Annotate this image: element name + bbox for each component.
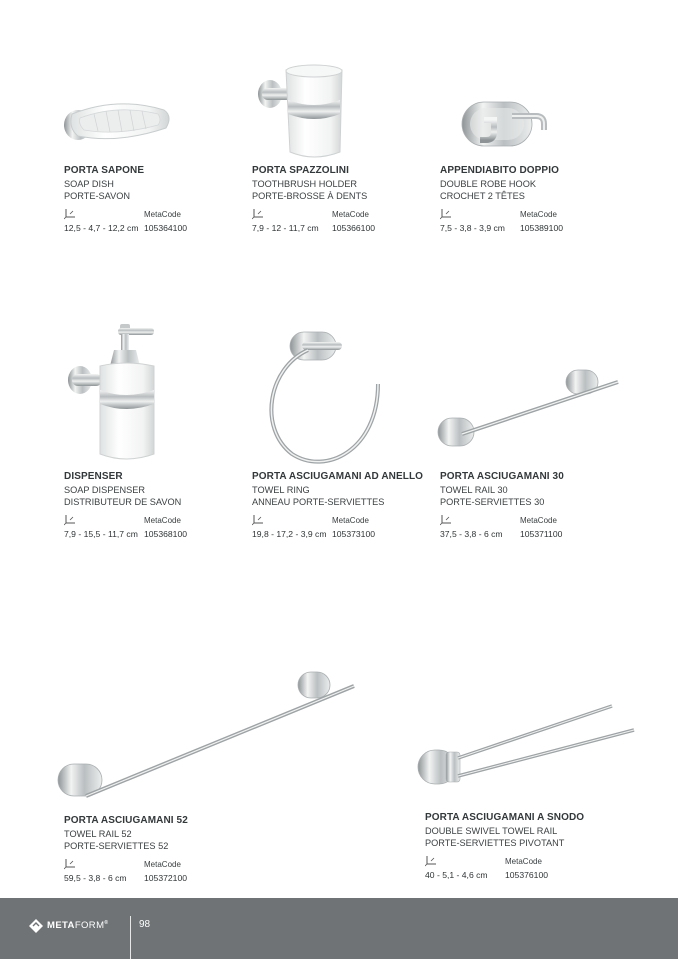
product-name: PORTA ASCIUGAMANI A SNODO	[425, 812, 585, 823]
product-name-en: DOUBLE ROBE HOOK	[440, 178, 536, 189]
product-code: 105368100	[144, 528, 188, 539]
dimensions-icon	[64, 858, 76, 870]
dimensions-icon	[252, 514, 264, 526]
product-dimensions: 37,5 - 3,8 - 6 cm	[440, 528, 503, 539]
product-name-fr: PORTE-SAVON	[64, 191, 131, 201]
soap-dispenser-image	[64, 324, 164, 469]
product-name-en: TOWEL RAIL 52	[64, 828, 132, 839]
dimensions-icon	[440, 514, 452, 526]
product-name-en: TOWEL RAIL 30	[440, 484, 508, 495]
product-name-fr: CROCHET 2 TÊTES	[440, 191, 525, 201]
product-dimensions: 7,9 - 15,5 - 11,7 cm	[64, 528, 138, 539]
diamond-logo-icon	[29, 919, 43, 933]
metaform-logo	[29, 919, 108, 933]
product-name: APPENDIABITO DOPPIO	[440, 165, 559, 176]
dimensions-icon	[64, 514, 76, 526]
product-name: DISPENSER	[64, 471, 123, 482]
product-code: 105364100	[144, 222, 188, 233]
product-name-en: TOOTHBRUSH HOLDER	[252, 178, 357, 189]
metacode-label: MetaCode	[332, 515, 369, 525]
product-code: 105373100	[332, 528, 376, 539]
product-name-en: DOUBLE SWIVEL TOWEL RAIL	[425, 825, 558, 836]
product-name: PORTA ASCIUGAMANI 52	[64, 815, 188, 826]
towel-rail-30-image	[436, 368, 624, 457]
product-name-fr: PORTE-BROSSE À DENTS	[252, 191, 368, 201]
product-code: 105372100	[144, 872, 188, 883]
logo-text-bold: META	[47, 920, 75, 932]
product-name-fr: PORTE-SERVIETTES 30	[440, 497, 545, 507]
product-name: PORTA ASCIUGAMANI 30	[440, 471, 564, 482]
dimensions-icon	[425, 855, 437, 867]
product-dimensions: 40 - 5,1 - 4,6 cm	[425, 869, 488, 880]
logo-text-light: FORM	[74, 920, 105, 932]
page-footer	[0, 898, 678, 959]
product-dimensions: 19,8 - 17,2 - 3,9 cm	[252, 528, 327, 539]
product-dimensions: 7,5 - 3,8 - 3,9 cm	[440, 222, 505, 233]
metacode-label: MetaCode	[144, 209, 181, 219]
product-name: PORTA SAPONE	[64, 165, 145, 176]
product-dimensions: 59,5 - 3,8 - 6 cm	[64, 872, 127, 883]
double-robe-hook-image	[460, 96, 550, 157]
product-code: 105371100	[520, 528, 563, 539]
product-code: 105366100	[332, 222, 376, 233]
product-name-fr: PORTE-SERVIETTES PIVOTANT	[425, 838, 565, 848]
product-name-fr: DISTRIBUTEUR DE SAVON	[64, 497, 182, 507]
metacode-label: MetaCode	[144, 515, 181, 525]
metacode-label: MetaCode	[520, 515, 557, 525]
product-name-en: TOWEL RING	[252, 484, 310, 495]
footer-divider	[130, 916, 131, 959]
product-name-fr: ANNEAU PORTE-SERVIETTES	[252, 497, 385, 507]
towel-ring-image	[262, 328, 392, 469]
swivel-towel-rail-image	[416, 702, 638, 797]
metacode-label: MetaCode	[520, 209, 557, 219]
metacode-label: MetaCode	[505, 856, 542, 866]
soap-dish-image	[58, 98, 178, 153]
dimensions-icon	[440, 208, 452, 220]
metacode-label: MetaCode	[144, 859, 181, 869]
dimensions-icon	[252, 208, 264, 220]
product-dimensions: 12,5 - 4,7 - 12,2 cm	[64, 222, 139, 233]
product-code: 105376100	[505, 869, 549, 880]
product-name: PORTA SPAZZOLINI	[252, 165, 349, 176]
towel-rail-52-image	[56, 670, 358, 809]
metacode-label: MetaCode	[332, 209, 369, 219]
product-dimensions: 7,9 - 12 - 11,7 cm	[252, 222, 319, 233]
product-name-fr: PORTE-SERVIETTES 52	[64, 841, 169, 851]
product-name-en: SOAP DISH	[64, 178, 114, 189]
product-code: 105389100	[520, 222, 564, 233]
logo-trademark: ®	[104, 920, 109, 927]
product-name-en: SOAP DISPENSER	[64, 484, 146, 495]
dimensions-icon	[64, 208, 76, 220]
product-name: PORTA ASCIUGAMANI AD ANELLO	[252, 471, 424, 482]
toothbrush-holder-image	[254, 64, 354, 169]
page-number: 98	[139, 919, 151, 930]
